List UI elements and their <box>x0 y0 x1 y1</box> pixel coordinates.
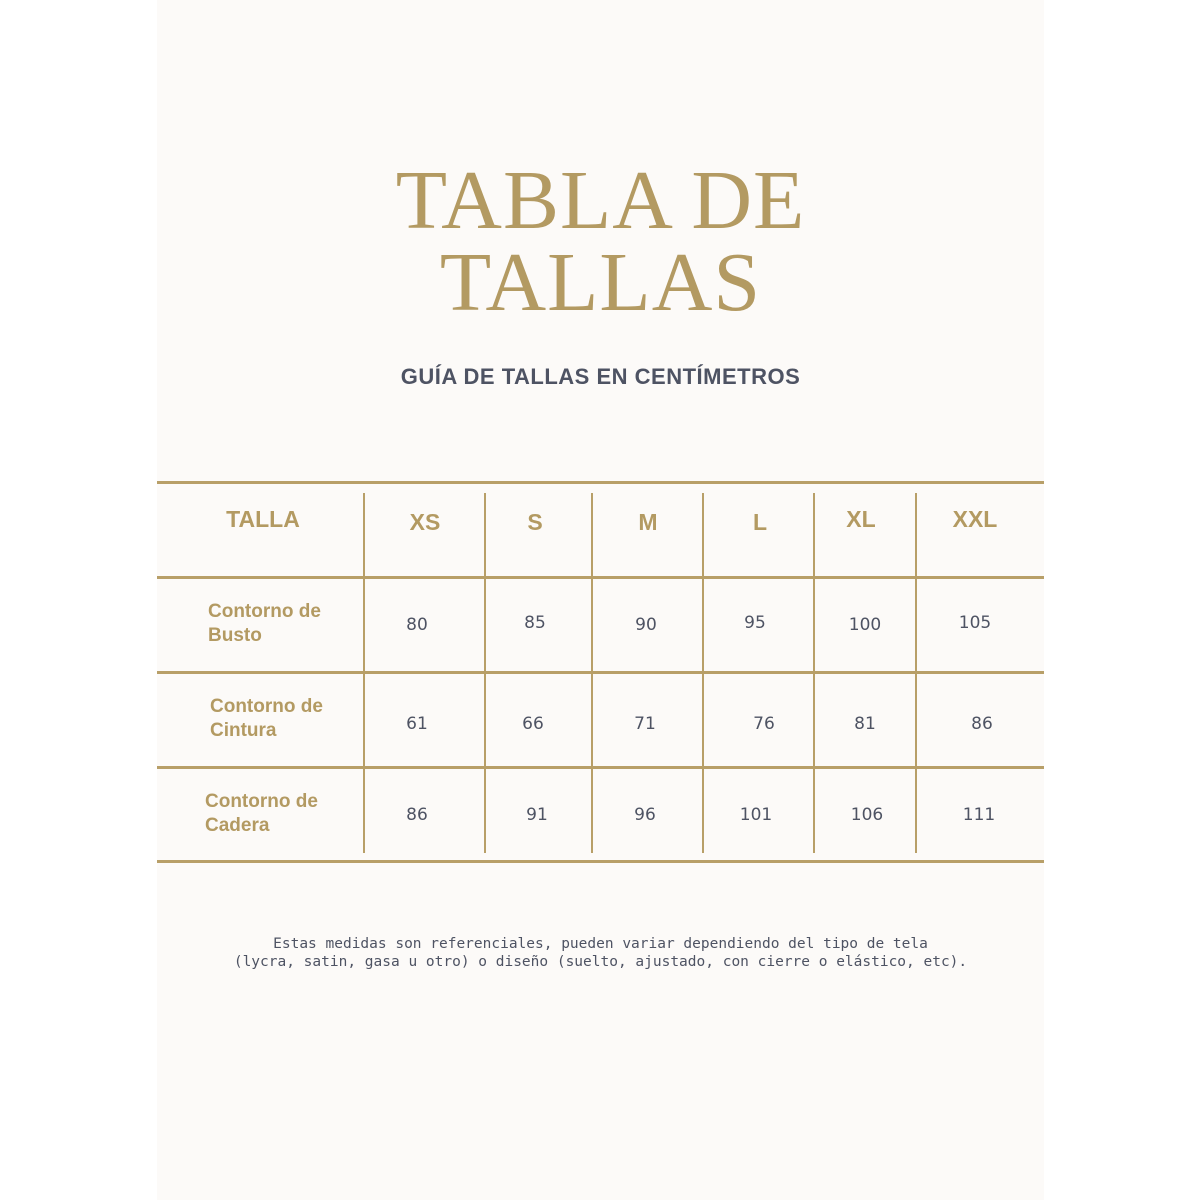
table-cell: 101 <box>739 805 773 825</box>
table-cell: 95 <box>744 613 766 633</box>
disclaimer-line: (lycra, satin, gasa u otro) o diseño (suelto, ajustado, con cierre o elástico, etc). <box>233 954 968 970</box>
header-size-xxl: XXL <box>952 506 998 532</box>
size-chart-card <box>157 0 1044 1200</box>
row-label-line: Contorno de <box>205 791 318 812</box>
header-size-xs: XS <box>409 509 441 535</box>
table-cell: 85 <box>524 613 546 633</box>
page-title <box>157 154 1044 329</box>
table-top-rule <box>157 481 1044 484</box>
header-size-m: M <box>638 509 658 535</box>
table-column-divider <box>702 493 704 853</box>
header-size-xl: XL <box>846 506 876 532</box>
table-cell: 61 <box>406 714 428 734</box>
table-cell: 91 <box>526 805 548 825</box>
table-cell: 76 <box>753 714 775 734</box>
table-column-divider <box>591 493 593 853</box>
table-cell: 66 <box>522 714 544 734</box>
table-cell: 111 <box>962 805 996 825</box>
table-row-rule <box>157 671 1044 674</box>
table-cell: 96 <box>634 805 656 825</box>
table-row-rule <box>157 766 1044 769</box>
table-bottom-rule <box>157 860 1044 863</box>
title-line-1: TABLA DE <box>395 154 806 247</box>
header-size-l: L <box>752 509 768 535</box>
page-subtitle: GUÍA DE TALLAS EN CENTÍMETROS <box>400 364 801 389</box>
row-label-cadera <box>205 790 355 838</box>
header-size-s: S <box>527 509 543 535</box>
table-cell: 100 <box>848 615 882 635</box>
disclaimer-note <box>157 935 1044 971</box>
table-cell: 81 <box>854 714 876 734</box>
table-column-divider <box>915 493 917 853</box>
table-column-divider <box>363 493 365 853</box>
table-cell: 80 <box>406 615 428 635</box>
disclaimer-line: Estas medidas son referenciales, pueden variar dependiendo del tipo de tela <box>273 936 928 952</box>
table-cell: 86 <box>971 714 993 734</box>
table-column-divider <box>813 493 815 853</box>
table-cell: 71 <box>634 714 656 734</box>
row-label-cintura <box>210 695 360 743</box>
row-label-busto <box>208 600 358 648</box>
table-cell: 90 <box>635 615 657 635</box>
row-label-line: Contorno de <box>208 601 321 622</box>
title-line-2: TALLAS <box>439 236 762 329</box>
table-cell: 106 <box>850 805 884 825</box>
table-cell: 86 <box>406 805 428 825</box>
row-label-line: Cadera <box>205 815 270 836</box>
table-header-rule <box>157 576 1044 579</box>
row-label-line: Cintura <box>210 720 277 741</box>
table-column-divider <box>484 493 486 853</box>
table-cell: 105 <box>958 613 992 633</box>
header-talla: TALLA <box>226 506 300 532</box>
row-label-line: Busto <box>208 625 262 646</box>
row-label-line: Contorno de <box>210 696 323 717</box>
